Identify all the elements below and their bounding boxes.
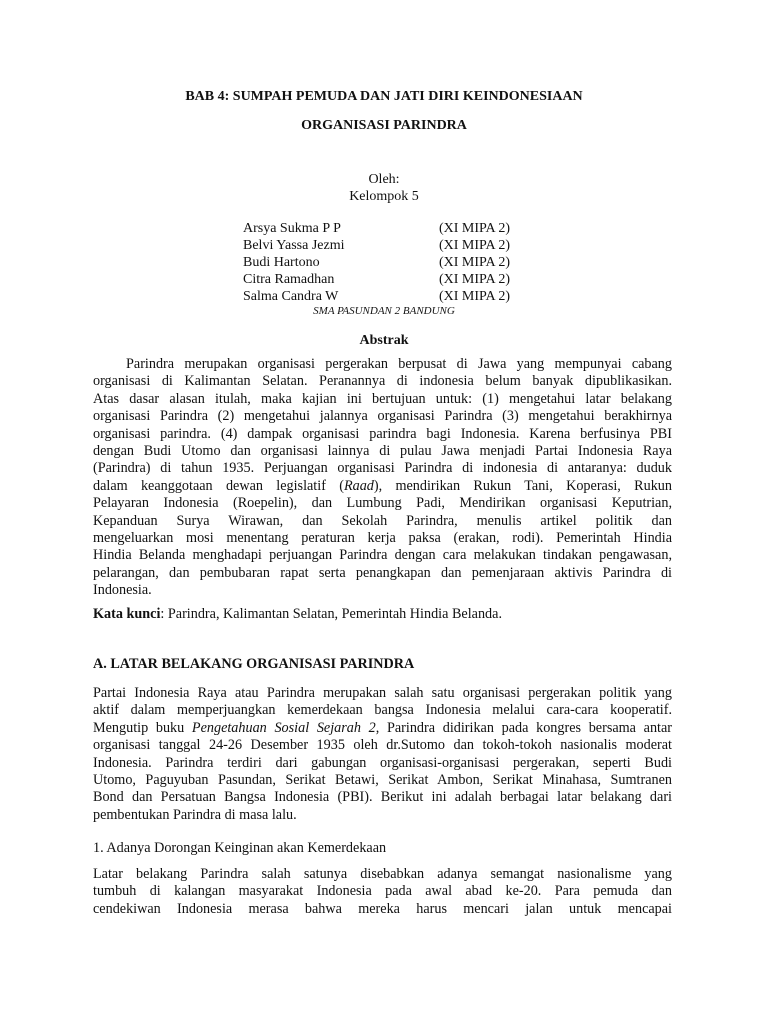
point-1-heading: 1. Adanya Dorongan Keinginan akan Kemerdekaan — [93, 840, 387, 856]
section-a-line: Bond dan Persatuan Bangsa Indonesia (PBI). Berikut ini adalah berbagai latar belakang dari — [93, 789, 672, 806]
section-a-text: Mengutip buku — [93, 719, 192, 736]
member-class: (XI MIPA 2) — [439, 238, 511, 253]
abstract-line: Kepanduan Surya Wirawan, dan Sekolah Parindra, menulis artikel politik dan — [93, 512, 672, 529]
member-class: (XI MIPA 2) — [439, 221, 511, 236]
abstract-line: organisasi di Kalimantan Selatan. Peranannya di indonesia belum banyak dipublikasikan. — [93, 373, 672, 390]
section-a-text: , Parindra didirikan pada kongres bersama antar — [375, 719, 673, 736]
member-class: (XI MIPA 2) — [439, 255, 511, 270]
point-1-paragraph — [93, 866, 672, 918]
abstract-line: mengeluarkan mosi menentang peraturan kerja paksa (erakan, rodi). Pemerintah Hindia — [93, 529, 672, 546]
school-name: SMA PASUNDAN 2 BANDUNG — [313, 305, 455, 317]
section-a-line: Utomo, Paguyuban Pasundan, Serikat Betawi, Serikat Ambon, Serikat Minahasa, Sumtranen — [93, 771, 672, 788]
abstract-line: Parindra merupakan organisasi pergerakan berpusat di Jawa yang mempunyai cabang — [126, 356, 672, 372]
member-class: (XI MIPA 2) — [439, 272, 511, 287]
section-a-line: Indonesia. Parindra terdiri dari gabungan organisasi-organisasi pergerakan, seperti Budi — [93, 754, 672, 771]
member-class: (XI MIPA 2) — [439, 289, 511, 304]
abstract-line: Indonesia. — [93, 582, 152, 599]
abstract-line: Hindia Belanda menghadapi perjuangan Parindra dengan cara melakukan tindakan pengawasan, — [93, 547, 672, 564]
abstract-line — [93, 478, 672, 495]
abstract-line: Atas dasar alasan itulah, maka kajian ini bertujuan untuk: (1) mengetahui latar belakang — [93, 390, 672, 407]
keywords-label: Kata kunci — [93, 606, 161, 622]
abstract-line: (Parindra) di tahun 1935. Perjuangan organisasi Parindra di indonesia di antaranya: duduk — [93, 460, 672, 477]
section-a-line — [93, 720, 672, 737]
abstract-line: pelarangan, dan pembubaran rapat serta penangkapan dan pemenjaraan aktivis Parindra di — [93, 564, 672, 581]
chapter-title: BAB 4: SUMPAH PEMUDA DAN JATI DIRI KEINDONESIAAN — [185, 89, 583, 104]
section-a-line: Partai Indonesia Raya atau Parindra merupakan salah satu organisasi pergerakan politik yang — [93, 685, 672, 701]
member-name: Citra Ramadhan — [243, 272, 335, 287]
abstract-text: dalam keanggotaan dewan legislatif ( — [93, 477, 344, 494]
abstract-heading: Abstrak — [359, 333, 409, 348]
section-a-heading: A. LATAR BELAKANG ORGANISASI PARINDRA — [93, 656, 415, 672]
abstract-line: organisasi parindra. (4) dampak organisasi parindra bagi Indonesia. Karena berfusinya PBI — [93, 425, 672, 442]
by-label: Oleh: — [368, 172, 400, 187]
section-a-line: organisasi tanggal 24-26 Desember 1935 oleh dr.Sutomo dan tokoh-tokoh nasionalis moderat — [93, 737, 672, 754]
member-name: Budi Hartono — [243, 255, 320, 270]
keywords-line — [93, 606, 502, 623]
member-name: Salma Candra W — [243, 289, 339, 304]
point-1-line: Latar belakang Parindra salah satunya disebabkan adanya semangat nasionalisme yang — [93, 866, 672, 882]
document-subtitle: ORGANISASI PARINDRA — [301, 118, 467, 133]
member-name: Belvi Yassa Jezmi — [243, 238, 345, 253]
abstract-text: ), mendirikan Rukun Tani, Koperasi, Rukun — [373, 477, 672, 494]
section-a-line: pembentukan Parindra di masa lalu. — [93, 806, 297, 823]
abstract-line: Pelayaran Indonesia (Roepelin), dan Lumbung Padi, Mendirikan organisasi Keputrian, — [93, 495, 672, 512]
abstract-paragraph — [93, 356, 672, 599]
point-1-line: tumbuh di kalangan masyarakat Indonesia pada awal abad ke-20. Para pemuda dan — [93, 883, 672, 900]
abstract-line: dengan Budi Utomo dan organisasi lainnya di pulau Jawa menjadi Partai Indonesia Raya — [93, 442, 672, 459]
raad-italic: Raad — [343, 477, 374, 494]
member-name: Arsya Sukma P P — [243, 221, 341, 236]
section-a-line: aktif dalam memperjuangkan kemerdekaan bangsa Indonesia melalui cara-cara kooperatif. — [93, 702, 672, 719]
keywords-text: : Parindra, Kalimantan Selatan, Pemerintah Hindia Belanda. — [160, 606, 502, 622]
point-1-line: cendekiwan Indonesia merasa bahwa mereka harus mencari jalan untuk mencapai — [93, 900, 672, 917]
group-label: Kelompok 5 — [349, 189, 419, 204]
section-a-paragraph — [93, 685, 672, 824]
abstract-line: organisasi Parindra (2) mengetahui jalannya organisasi Parindra (3) mengetahui berakhirnya — [93, 408, 672, 425]
book-title-italic: Pengetahuan Sosial Sejarah 2 — [191, 719, 376, 736]
